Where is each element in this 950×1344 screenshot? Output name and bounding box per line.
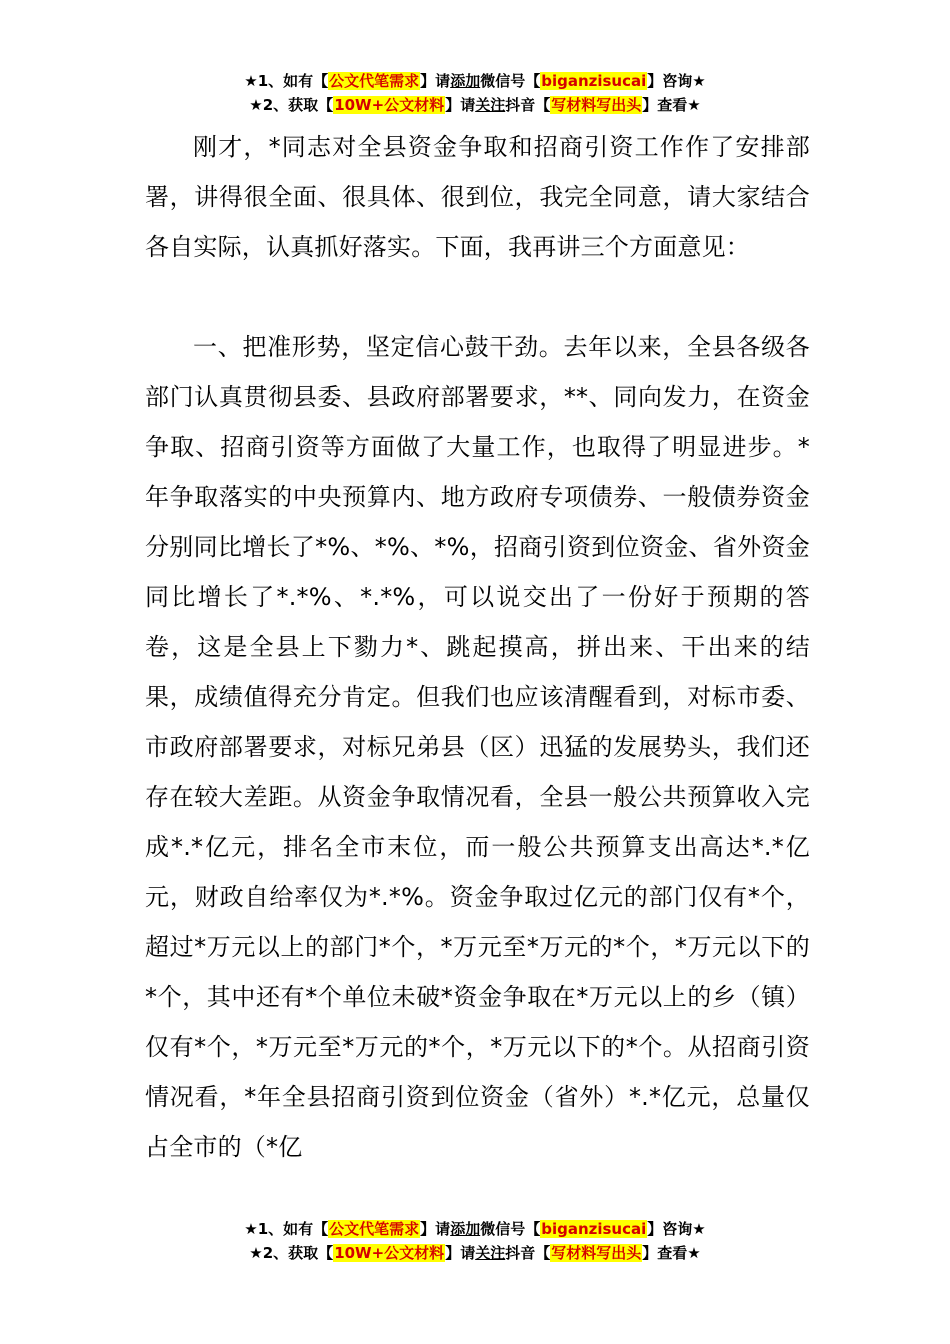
promo-text: 抖音【 <box>505 96 551 114</box>
promo-emphasis: 关注 <box>475 1244 506 1262</box>
promo-text: 】请 <box>420 1220 451 1238</box>
promo-text: ★1、如有【 <box>244 1220 329 1238</box>
promo-highlight: 写材料写出头 <box>551 96 642 114</box>
promo-banner-top <box>0 69 950 117</box>
paragraph-gap <box>145 272 810 322</box>
promo-line-1 <box>0 1217 950 1241</box>
paragraph-intro: 刚才，*同志对全县资金争取和招商引资工作作了安排部署，讲得很全面、很具体、很到位，我完全同意，请大家结合各自实际，认真抓好落实。下面，我再讲三个方面意见： <box>145 133 810 261</box>
promo-text: 】请 <box>445 96 476 114</box>
promo-line-2 <box>0 1241 950 1265</box>
paragraph-section-1: 一、把准形势，坚定信心鼓干劲。去年以来，全县各级各部门认真贯彻县委、县政府部署要求，**、同向发力，在资金争取、招商引资等方面做了大量工作，也取得了明显进步。*年争取落实的中央预算内、地方政府专项债券、一般债券资金分别同比增长了*%、*%、*%，招商引资到位资金、省外资金同比增长了*.*%、*.*%，可以说交出了一份好于预期的答卷，这是全县上下勠力*、跳起摸高，拼出来、干出来的结果，成绩值得充分肯定。但我们也应该清醒看到，对标市委、市政府部署要求，对标兄弟县（区）迅猛的发展势头，我们还存在较大差距。从资金争取情况看，全县一般公共预算收入完成*.*亿元，排名全市末位，而一般公共预算支出高达*.*亿元，财政自给率仅为*.*%。资金争取过亿元的部门仅有*个，超过*万元以上的部门*个，*万元至*万元的*个，*万元以下的*个，其中还有*个单位未破*资金争取在*万元以上的乡（镇）仅有*个，*万元至*万元的*个，*万元以下的*个。从招商引资情况看，*年全县招商引资到位资金（省外）*.*亿元，总量仅占全市的（*亿 <box>145 333 810 1161</box>
promo-highlight: 写材料写出头 <box>551 1244 642 1262</box>
promo-text: 微信号【 <box>480 1220 541 1238</box>
promo-emphasis: 添加 <box>450 72 481 90</box>
document-body <box>145 122 810 1172</box>
promo-text: 】请 <box>420 72 451 90</box>
promo-line-1 <box>0 69 950 93</box>
promo-text: 】咨询★ <box>647 1220 706 1238</box>
promo-emphasis: 关注 <box>475 96 506 114</box>
promo-text: ★2、获取【 <box>249 1244 334 1262</box>
promo-text: 微信号【 <box>480 72 541 90</box>
promo-text: ★2、获取【 <box>249 96 334 114</box>
promo-line-2 <box>0 93 950 117</box>
promo-highlight: biganzisucai <box>541 1220 647 1238</box>
promo-banner-bottom <box>0 1217 950 1265</box>
promo-highlight: 公文代笔需求 <box>329 72 420 90</box>
promo-text: ★1、如有【 <box>244 72 329 90</box>
promo-text: 】查看★ <box>642 96 701 114</box>
promo-text: 抖音【 <box>505 1244 551 1262</box>
promo-highlight: 公文代笔需求 <box>329 1220 420 1238</box>
promo-text: 】请 <box>445 1244 476 1262</box>
promo-highlight: 10W+公文材料 <box>334 1244 445 1262</box>
promo-highlight: 10W+公文材料 <box>334 96 445 114</box>
promo-emphasis: 添加 <box>450 1220 481 1238</box>
promo-text: 】咨询★ <box>647 72 706 90</box>
promo-highlight: biganzisucai <box>541 72 647 90</box>
promo-text: 】查看★ <box>642 1244 701 1262</box>
